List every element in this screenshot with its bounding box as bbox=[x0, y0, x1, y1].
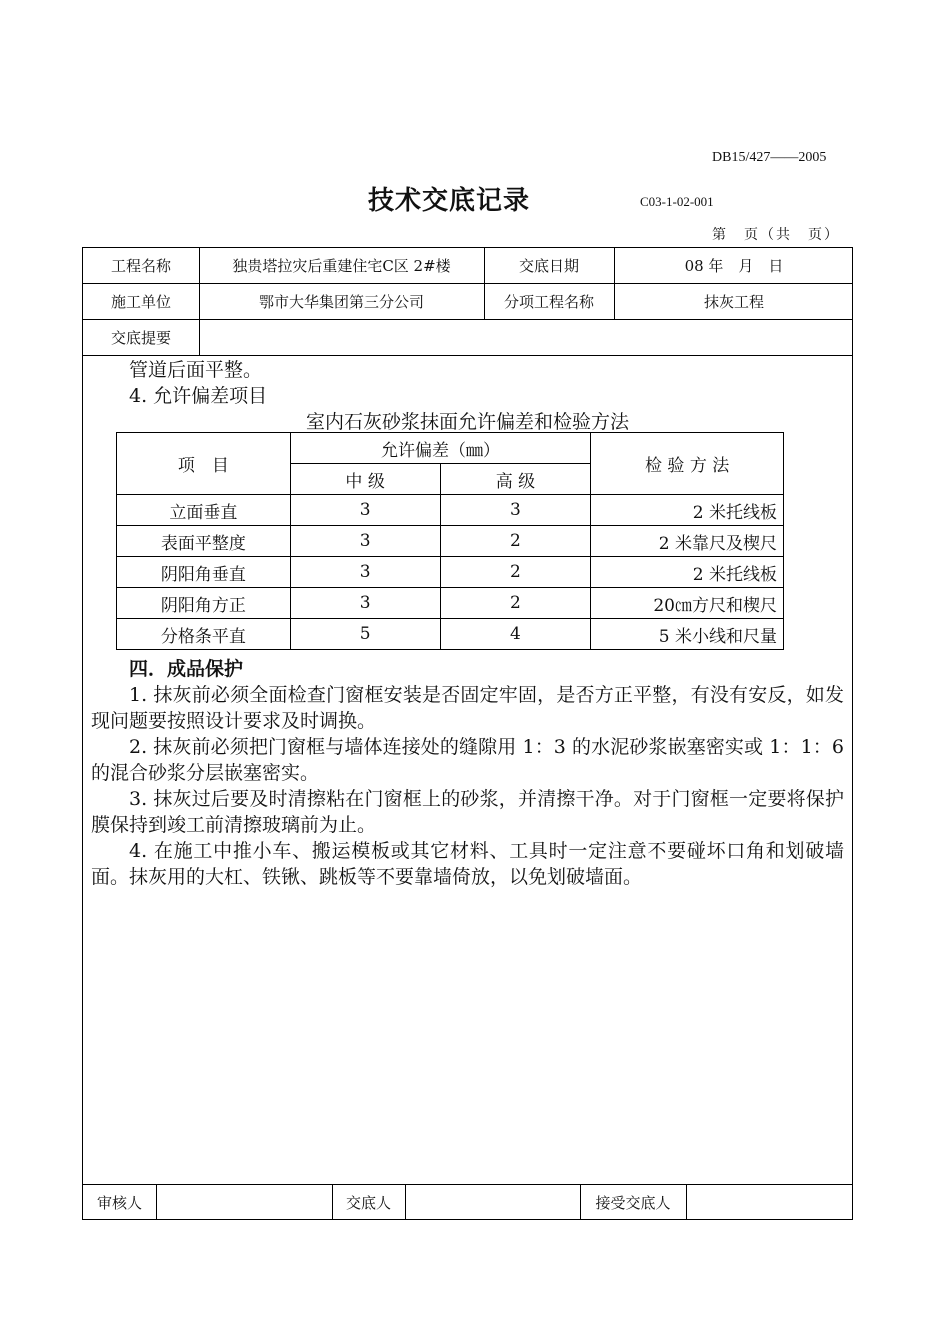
row-method: 2 米托线板 bbox=[591, 557, 784, 588]
row-item: 阴阳角垂直 bbox=[117, 557, 291, 588]
row-high: 2 bbox=[440, 588, 591, 619]
row-high: 2 bbox=[440, 557, 591, 588]
row-mid: 3 bbox=[290, 526, 440, 557]
table-row bbox=[117, 526, 784, 557]
row-method: 5 米小线和尺量 bbox=[591, 619, 784, 650]
header-method: 检 验 方 法 bbox=[591, 433, 784, 495]
row-method: 2 米靠尺及楔尺 bbox=[591, 526, 784, 557]
header-item: 项 目 bbox=[117, 433, 291, 495]
date-label: 交底日期 bbox=[518, 257, 579, 275]
paragraph: 3. 抹灰过后要及时清擦粘在门窗框上的砂浆，并清擦干净。对于门窗框一定要将保护膜保持到竣工前清擦玻璃前为止。 bbox=[91, 788, 844, 836]
table-header-row bbox=[117, 433, 784, 464]
table-row bbox=[117, 619, 784, 650]
row-high: 3 bbox=[440, 495, 591, 526]
form-code: C03-1-02-001 bbox=[640, 194, 714, 209]
project-name-value: 独贵塔拉灾后重建住宅C区 2#楼 bbox=[232, 257, 451, 275]
unit-label: 施工单位 bbox=[110, 293, 171, 311]
header-tolerance: 允许偏差（㎜） bbox=[290, 433, 591, 464]
row-high: 4 bbox=[440, 619, 591, 650]
paragraph: 1. 抹灰前必须全面检查门窗框安装是否固定牢固，是否方正平整，有没有安反，如发现问题要按照设计要求及时调换。 bbox=[91, 684, 844, 732]
row-high: 2 bbox=[440, 526, 591, 557]
record-form bbox=[82, 247, 853, 1220]
discloser-field[interactable] bbox=[406, 1185, 580, 1220]
paragraph: 2. 抹灰前必须把门窗框与墙体连接处的缝隙用 1：3 的水泥砂浆嵌塞密实或 1：1：6 的混合砂浆分层嵌塞密实。 bbox=[91, 736, 844, 784]
reviewer-label: 审核人 bbox=[96, 1194, 142, 1212]
table-row bbox=[117, 557, 784, 588]
summary-label: 交底提要 bbox=[110, 329, 171, 347]
row-mid: 3 bbox=[290, 588, 440, 619]
page-title: 技术交底记录 bbox=[368, 186, 531, 216]
standard-number: DB15/427——2005 bbox=[712, 150, 827, 165]
table-row bbox=[117, 588, 784, 619]
table-title: 室内石灰砂浆抹面允许偏差和检验方法 bbox=[305, 411, 629, 433]
reviewer-field[interactable] bbox=[157, 1185, 332, 1220]
row-divider bbox=[83, 355, 852, 356]
protection-section bbox=[91, 656, 844, 890]
header-high: 高 级 bbox=[440, 464, 591, 495]
row-method: 20㎝方尺和楔尺 bbox=[591, 588, 784, 619]
row-item: 阴阳角方正 bbox=[117, 588, 291, 619]
header-mid: 中 级 bbox=[290, 464, 440, 495]
receiver-label: 接受交底人 bbox=[595, 1194, 671, 1212]
table-row bbox=[117, 495, 784, 526]
row-mid: 3 bbox=[290, 495, 440, 526]
row-mid: 5 bbox=[290, 619, 440, 650]
row-item: 表面平整度 bbox=[117, 526, 291, 557]
content-line: 管道后面平整。 bbox=[129, 359, 263, 381]
row-mid: 3 bbox=[290, 557, 440, 588]
disclosure-content bbox=[91, 357, 844, 409]
receiver-field[interactable] bbox=[687, 1185, 853, 1220]
content-subheading: 4. 允许偏差项目 bbox=[129, 385, 268, 407]
sub-project-value: 抹灰工程 bbox=[703, 293, 764, 311]
project-name-label: 工程名称 bbox=[110, 257, 171, 275]
sub-project-label: 分项工程名称 bbox=[503, 293, 594, 311]
paragraph: 4. 在施工中推小车、搬运模板或其它材料、工具时一定注意不要碰坏口角和划破墙面。抹灰用的大杠、铁锹、跳板等不要靠墙倚放，以免划破墙面。 bbox=[91, 840, 844, 888]
date-value: 08 年 月 日 bbox=[684, 257, 784, 275]
section-heading: 四．成品保护 bbox=[129, 658, 244, 680]
row-item: 分格条平直 bbox=[117, 619, 291, 650]
discloser-label: 交底人 bbox=[345, 1194, 391, 1212]
unit-value: 鄂市大华集团第三分公司 bbox=[258, 293, 424, 311]
row-item: 立面垂直 bbox=[117, 495, 291, 526]
page-info: 第 页（共 页） bbox=[712, 227, 840, 243]
row-method: 2 米托线板 bbox=[591, 495, 784, 526]
deviation-table bbox=[116, 432, 784, 650]
